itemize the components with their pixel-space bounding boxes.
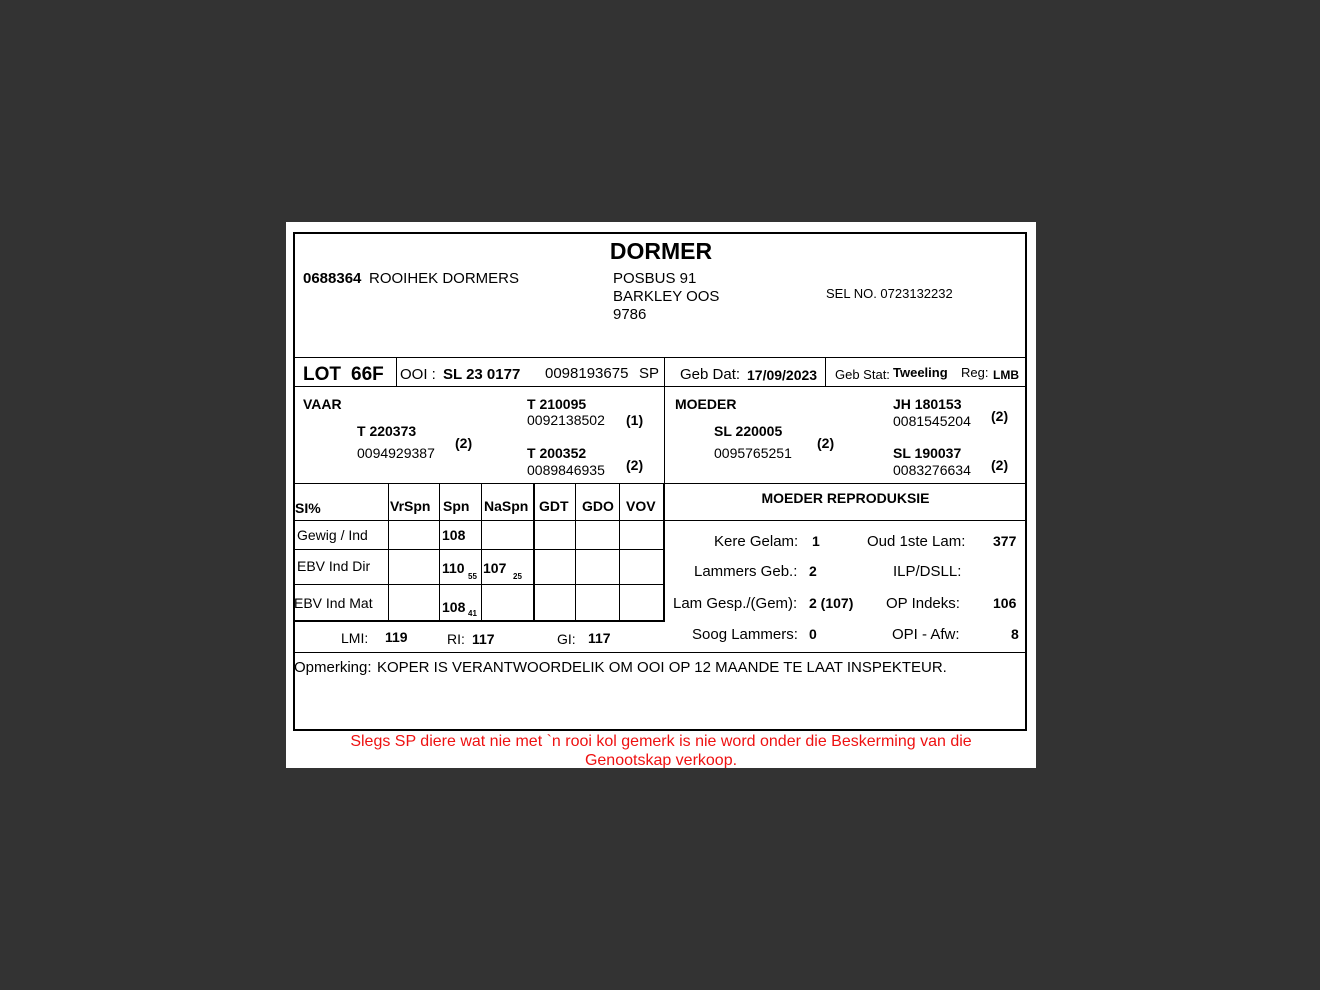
owner-number: 0688364 (303, 270, 362, 287)
reg-value: LMB (993, 368, 1019, 382)
moeder-sire-number: 0081545204 (893, 413, 971, 429)
perf-bottom-divider (293, 620, 664, 622)
opi-value: 8 (1011, 626, 1019, 642)
vaar-sire-grade: (1) (626, 412, 644, 428)
repro-title-divider (664, 520, 1027, 521)
perf-header-vrspn: VrSpn (390, 498, 431, 514)
outer-border-right (1025, 232, 1027, 731)
reg-label: Reg: (961, 365, 989, 380)
ooi-suffix: SP (639, 365, 660, 382)
ri-label: RI: (447, 631, 465, 647)
perf-row-spn: 108 (442, 527, 466, 543)
divider-lot (293, 386, 1027, 387)
lmi-value: 119 (385, 629, 408, 645)
lam-gesp-label: Lam Gesp./(Gem): (673, 595, 798, 612)
outer-border-top (293, 232, 1027, 234)
geb-dat-label: Geb Dat: (680, 366, 741, 383)
perf-row-spn: 108 (442, 599, 466, 615)
col-line-3 (481, 483, 482, 620)
divider-center-upper (664, 357, 665, 483)
geb-stat-value: Tweeling (893, 365, 948, 380)
gi-value: 117 (588, 630, 611, 646)
perf-row-spn-sub: 41 (468, 609, 477, 618)
vaar-dam-grade: (2) (626, 457, 644, 473)
col-line-1 (388, 483, 389, 620)
perf-row-label: EBV Ind Mat (294, 595, 373, 611)
moeder-sire-grade: (2) (991, 408, 1009, 424)
ri-value: 117 (472, 631, 495, 647)
col-line-2 (439, 483, 440, 620)
divider-pedigree (293, 483, 1027, 484)
perf-row-label: Gewig / Ind (297, 527, 368, 543)
opi-label: OPI - Afw: (892, 626, 960, 643)
lammers-geb-value: 2 (809, 563, 817, 579)
lot-value: 66F (351, 364, 384, 385)
ooi-id: SL 23 0177 (443, 366, 521, 383)
sale-card (286, 222, 1036, 768)
vaar-grade: (2) (455, 435, 473, 451)
op-indeks-label: OP Indeks: (886, 595, 960, 612)
gi-label: GI: (557, 631, 576, 647)
moeder-id: SL 220005 (714, 423, 783, 439)
perf-header-gdt: GDT (539, 498, 569, 514)
ooi-label: OOI : (400, 366, 436, 383)
perf-header-si: SI% (295, 500, 321, 516)
vaar-label: VAAR (303, 396, 342, 412)
oud-lam-label: Oud 1ste Lam: (867, 533, 966, 550)
moeder-label: MOEDER (675, 396, 737, 412)
divider-indexes (293, 652, 1027, 653)
outer-border-left (293, 232, 295, 731)
col-line-5 (575, 483, 576, 620)
vaar-dam-id: T 200352 (527, 445, 587, 461)
soog-value: 0 (809, 626, 817, 642)
vaar-number: 0094929387 (357, 445, 435, 461)
col-line-6 (619, 483, 620, 620)
perf-row-naspn: 107 (483, 560, 507, 576)
moeder-dam-id: SL 190037 (893, 445, 962, 461)
perf-row-label: EBV Ind Dir (297, 558, 371, 574)
divider-date-stat (825, 357, 826, 386)
moeder-dam-number: 0083276634 (893, 462, 971, 478)
divider-header (293, 357, 1027, 358)
perf-header-spn: Spn (443, 498, 470, 514)
owner-name: ROOIHEK DORMERS (369, 270, 520, 287)
kere-gelam-label: Kere Gelam: (714, 533, 799, 550)
outer-border-bottom (293, 729, 1027, 731)
vaar-id: T 220373 (357, 423, 417, 439)
lot-label: LOT (303, 364, 341, 385)
oud-lam-value: 377 (993, 533, 1017, 549)
moeder-dam-grade: (2) (991, 457, 1009, 473)
address-line3: 9786 (613, 306, 647, 323)
sel-number: SEL NO. 0723132232 (826, 286, 953, 301)
perf-row2-divider (293, 584, 664, 585)
ooi-number: 0098193675 (545, 365, 629, 382)
ilp-label: ILP/DSLL: (893, 563, 962, 580)
remark-text: KOPER IS VERANTWOORDELIK OM OOI OP 12 MAANDE TE LAAT INSPEKTEUR. (377, 659, 947, 676)
op-indeks-value: 106 (993, 595, 1017, 611)
moeder-sire-id: JH 180153 (893, 396, 962, 412)
perf-header-naspn: NaSpn (484, 498, 529, 514)
perf-header-gdo: GDO (582, 498, 614, 514)
lmi-label: LMI: (341, 630, 369, 646)
divider-lot-ooi (396, 357, 397, 386)
breed-title: DORMER (609, 238, 713, 264)
perf-row1-divider (293, 549, 664, 550)
soog-label: Soog Lammers: (692, 626, 798, 643)
perf-header-vov: VOV (626, 498, 656, 514)
address-line2: BARKLEY OOS (613, 288, 720, 305)
col-line-4 (533, 483, 535, 620)
vaar-dam-number: 0089846935 (527, 462, 605, 478)
repro-title: MOEDER REPRODUKSIE (761, 490, 930, 506)
perf-row-spn: 110 (442, 560, 465, 576)
perf-header-divider (293, 520, 664, 521)
moeder-number: 0095765251 (714, 445, 792, 461)
vaar-sire-number: 0092138502 (527, 412, 605, 428)
vaar-sire-id: T 210095 (527, 396, 587, 412)
geb-stat-label: Geb Stat: (835, 367, 890, 382)
lam-gesp-value: 2 (107) (809, 595, 854, 611)
moeder-grade: (2) (817, 435, 835, 451)
kere-gelam-value: 1 (812, 533, 820, 549)
lammers-geb-label: Lammers Geb.: (694, 563, 798, 580)
perf-row-spn-sub: 55 (468, 572, 477, 581)
remark-label: Opmerking: (294, 659, 372, 676)
perf-row-naspn-sub: 25 (513, 572, 522, 581)
geb-dat-value: 17/09/2023 (747, 367, 818, 383)
protection-notice: Slegs SP diere wat nie met `n rooi kol gemerk is nie word onder die Beskerming van die Genootskap verkoop. (350, 733, 972, 768)
address-line1: POSBUS 91 (613, 270, 697, 287)
